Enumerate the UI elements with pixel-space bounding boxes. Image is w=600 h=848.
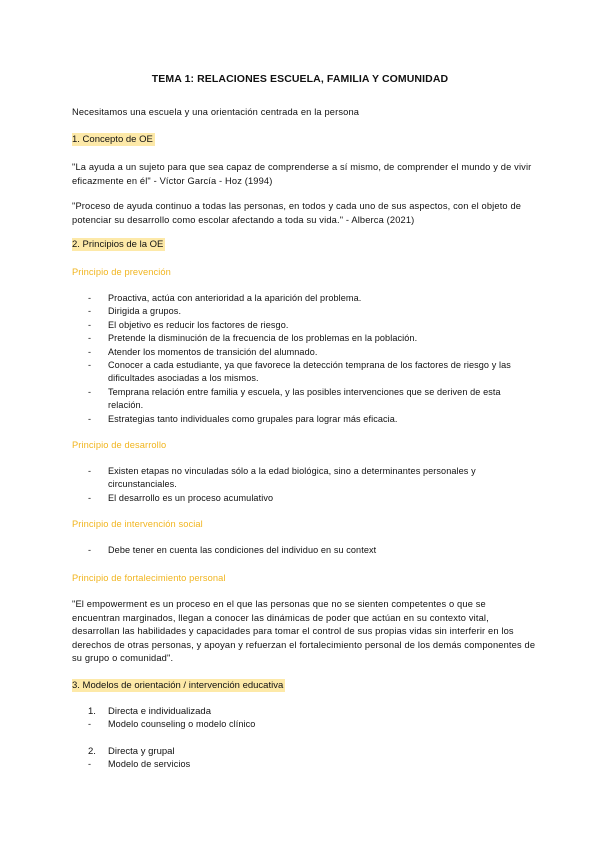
subheading-intervencion-social: Principio de intervención social (72, 519, 203, 529)
list-item: - Modelo de servicios (88, 759, 191, 769)
list-item: - El objetivo es reducir los factores de riesgo. (88, 319, 289, 330)
section-heading-concepto: 1. Concepto de OE (72, 134, 153, 145)
list-intervencion-social (72, 544, 516, 557)
model-label: Directa e individualizada (108, 706, 211, 717)
intro-text: Necesitamos una escuela y una orientación centrada en la persona (72, 107, 360, 117)
subheading-desarrollo: Principio de desarrollo (72, 440, 167, 450)
list-item: - Estrategias tanto individuales como grupales para lograr más eficacia. (88, 413, 398, 424)
quote-empowerment: "El empowerment es un proceso en el que las personas que no se sienten competentes o que se encuentran marginados, llegan a conocer las dinámicas de poder que actúan en su contexto vital, desarrollan las habilidades y capacidades para tomar el control de sus propias vidas sin interferir en los derechos de otras personas, y apoyan y refuerzan el fortalecimiento personal de los demás componentes de su grupo o comunidad". (72, 599, 536, 664)
list-item: - Existen etapas no vinculadas sólo a la edad biológica, sino a determinantes personales y circunstanciales. (88, 466, 476, 490)
list-desarrollo (72, 465, 516, 505)
section-heading-principios: 2. Principios de la OE (72, 239, 164, 250)
list-model-2 (72, 758, 516, 771)
list-item: - Conocer a cada estudiante, ya que favorece la detección temprana de los factores de riesgo y las dificultades asociadas a los mismos. (88, 360, 511, 384)
model-label: Directa y grupal (108, 746, 175, 757)
list-item: - Modelo counseling o modelo clínico (88, 719, 256, 729)
list-item: - Proactiva, actúa con anterioridad a la aparición del problema. (88, 293, 362, 303)
list-item: - Atender los momentos de transición del alumnado. (88, 346, 318, 357)
list-item: - El desarrollo es un proceso acumulativo (88, 492, 274, 503)
list-item: - Temprana relación entre familia y escuela, y las posibles intervenciones que se deriven de esta relación. (88, 386, 501, 411)
model-number: 1. (88, 706, 96, 717)
quote-garcia-hoz: "La ayuda a un sujeto para que sea capaz de comprenderse a sí mismo, de comprender el mundo y de vivir eficazmente en él" - Víctor García - Hoz (1994) (72, 162, 532, 186)
list-prevencion (72, 292, 516, 426)
section-heading-modelos: 3. Modelos de orientación / intervención educativa (72, 680, 284, 691)
model-number: 2. (88, 746, 96, 757)
page-title: TEMA 1: RELACIONES ESCUELA, FAMILIA Y COMUNIDAD (151, 73, 449, 85)
subheading-fortalecimiento: Principio de fortalecimiento personal (72, 573, 226, 583)
subheading-prevencion: Principio de prevención (72, 267, 171, 277)
list-model-1 (72, 718, 516, 731)
list-item: - Pretende la disminución de la frecuencia de los problemas en la población. (88, 333, 418, 344)
list-item: - Dirigida a grupos. (88, 306, 182, 317)
list-item: - Debe tener en cuenta las condiciones del individuo en su context (88, 545, 377, 555)
quote-alberca: "Proceso de ayuda continuo a todas las personas, en todos y cada uno de sus aspectos, con el objeto de potenciar su desarrollo como escolar afectando a toda su vida." - Alberca (2021) (72, 201, 522, 225)
